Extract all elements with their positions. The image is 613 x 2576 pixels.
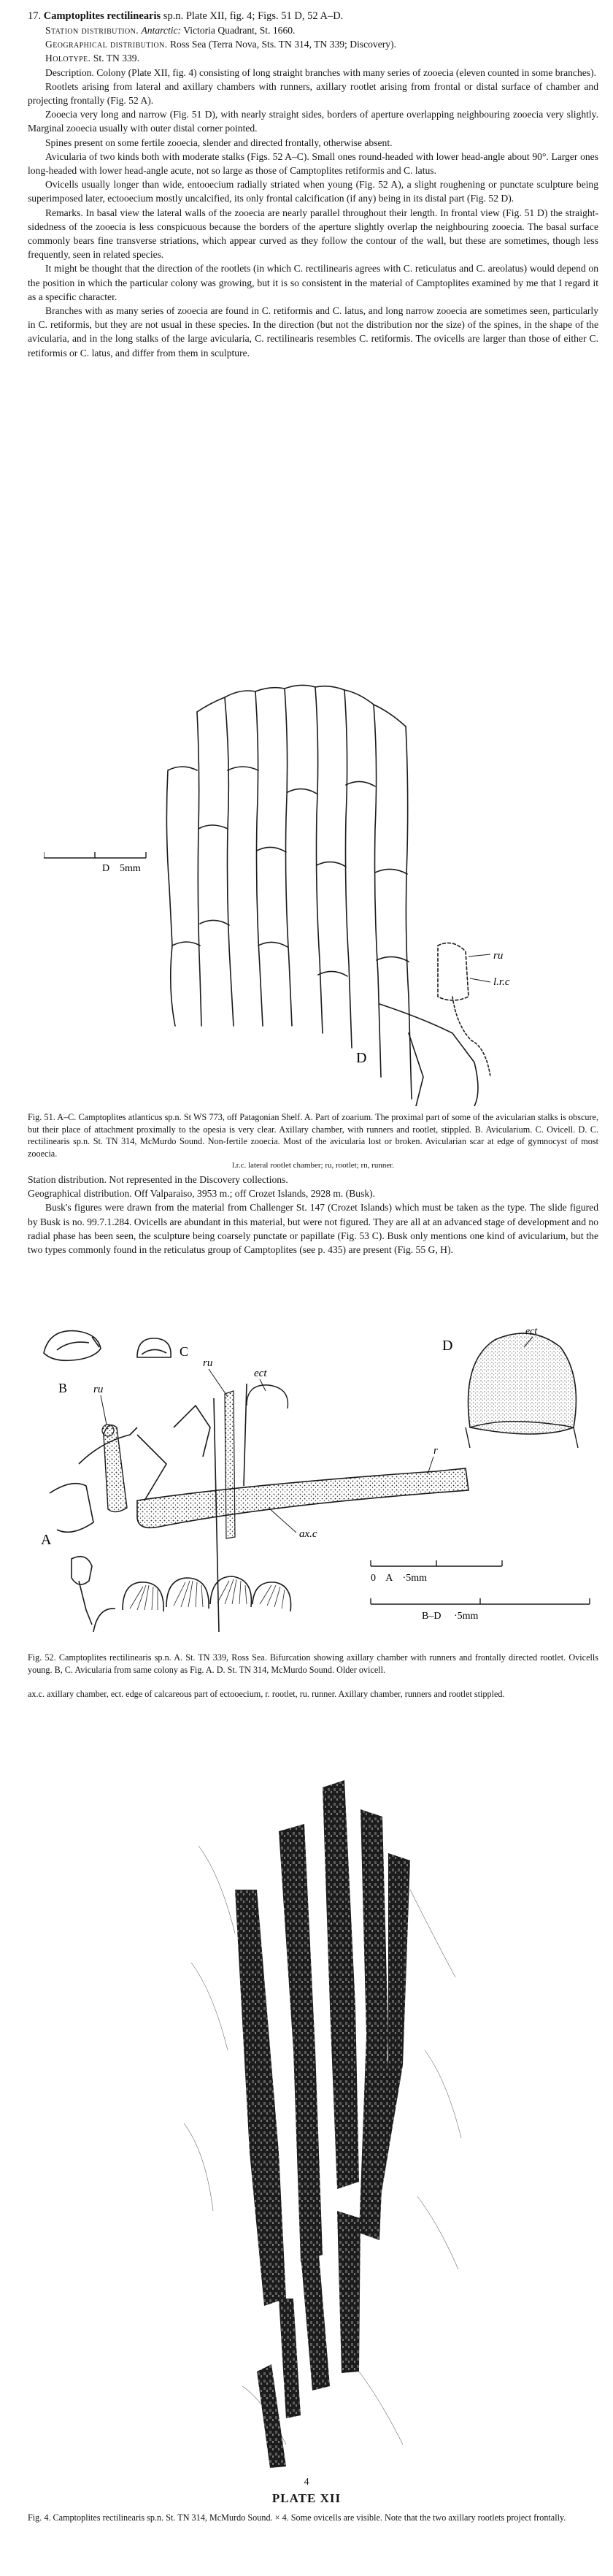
axillary-chamber <box>137 1468 469 1527</box>
figure-letter-d: D <box>356 1050 367 1066</box>
figure-51-drawing <box>44 683 569 1106</box>
label-r: r <box>433 1445 438 1457</box>
remarks-paragraph: Remarks. In basal view the lateral walls of the zooecia are nearly parallel throughout their length. In frontal view (Fig. 51 D) the straight-sidedness of the zooecia is less conspicuous because the borders of the aperture slightly overlap the neighbouring zooecia. The basal surface commonly bears fine transverse striations, which appear curved as they follow the contour of the wall, but these are sometimes, though less frequently, seen in related species. <box>28 207 598 261</box>
zooecium-wall <box>197 712 201 1026</box>
station-distribution: Station distribution. Antarctic: Victoria Quadrant, St. 1660. <box>45 25 296 36</box>
figure-52-caption: Fig. 52. Camptoplites rectilinearis sp.n. A. St. TN 339, Ross Sea. Bifurcation showing axillary chamber with runners and frontally directed rootlet. Ovicells young. B, C. Avicularia from same colony as Fig. A. D. St. TN 314, McMurdo Sound. Older ovicell. <box>28 1652 598 1675</box>
station-distribution-2: Station distribution. Not represented in the Discovery collections. <box>28 1174 288 1185</box>
avicularium-b <box>44 1331 101 1361</box>
middle-text-block <box>28 1173 598 1257</box>
figure-51-caption-cut: l.r.c. lateral rootlet chamber; ru, rootlet; rn, runner. <box>231 1161 395 1170</box>
label-ect-d: ect <box>525 1326 538 1337</box>
label-d: D <box>442 1338 453 1354</box>
figure-51-d <box>44 683 569 1106</box>
scale-label: D <box>102 863 110 874</box>
zooecium-wall <box>315 687 323 1033</box>
label-a: A <box>41 1532 52 1548</box>
label-axc: ax.c <box>299 1528 317 1540</box>
zooecium-wall <box>344 690 352 1048</box>
ovicell-d <box>466 1333 578 1448</box>
label-ru-2: ru <box>203 1357 213 1369</box>
zooecium-wall <box>285 689 292 1026</box>
label-c: C <box>180 1344 189 1359</box>
rootlet-direction-paragraph: It might be thought that the direction of the rootlets (in which C. rectilinearis agrees with C. reticulatus and C. areolatus) would depend on the position in which the particular colony was growing, but it is so consistent in the material of Camptoplites examined by me that I regard it as a specific character. <box>28 263 598 302</box>
plate-fig-number: 4 <box>304 2477 309 2488</box>
label-lrc: l.r.c <box>493 976 510 988</box>
species-heading-rest: sp.n. Plate XII, fig. 4; Figs. 51 D, 52 A–D. <box>163 10 344 22</box>
avicularium-c <box>137 1338 171 1357</box>
species-name: Camptoplites rectilinearis <box>43 10 161 22</box>
species-heading <box>28 9 598 23</box>
zooecium-wall <box>225 697 234 1026</box>
figure-52 <box>28 1318 598 1650</box>
label-ru-1: ru <box>93 1384 104 1395</box>
colony-branches <box>235 1780 410 2468</box>
plate-xii-photo <box>169 1744 476 2474</box>
label-b: B <box>58 1381 68 1395</box>
figure-52-drawing <box>28 1318 598 1650</box>
colony-photograph <box>169 1744 476 2474</box>
label-ru: ru <box>493 950 504 962</box>
busk-paragraph: Busk's figures were drawn from the material from Challenger St. 147 (Crozet Islands) which must be taken as the type. The slide figured by Busk is no. 99.7.1.284. Ovicells are abundant in this material, but were not figured. They are all at an advanced stage of development and no radial phase has been seen, the sculpture being coarsely punctate or papillate (Fig. 53 C). Busk only mentions one kind of avicularium, but the two types commonly found in the reticulatus group of Camptoplites (see p. 435) are present (Fig. 55 G, H). <box>28 1202 598 1256</box>
ovicells-paragraph: Ovicells usually longer than wide, entooecium radially striated when young (Fig. 52 A), a slight roughening or punctate sculpture being superimposed later, ectooecium mostly uncalcified, its only frontal calcification (if any) being in its distal part (Fig. 52 D). <box>28 179 598 204</box>
holotype: Holotype. St. TN 339. <box>45 53 139 64</box>
figure-51-caption: Fig. 51. A–C. Camptoplites atlanticus sp.n. St WS 773, off Patagonian Shelf. A. Part of zoarium. The proximal part of some of the avicularian stalks is obscure, but their place of attachment proximally to the opesia is very clear. Axillary chamber, with runners and rootlet, stippled. B. Avicularium. C. Ovicell. D. C. rectilinearis sp.n. St. TN 314, McMurdo Sound. Non-fertile zooecia. Most of the avicularia lost or broken. Avicularian scar at edge of gymnocyst of most zooecia. <box>28 1112 598 1159</box>
geographical-distribution-2: Geographical distribution. Off Valparaiso, 3953 m.; off Crozet Islands, 2928 m. (Busk). <box>28 1188 376 1200</box>
spines-paragraph: Spines present on some fertile zooecia, slender and directed frontally, otherwise absent. <box>45 137 393 148</box>
scale-unit: 5mm <box>120 863 141 874</box>
plate-caption: Fig. 4. Camptoplites rectilinearis sp.n. St. TN 314, McMurdo Sound. × 4. Some ovicells are visible. Note that the two axillary rootlets project frontally. <box>28 2512 566 2523</box>
species-text-block <box>28 9 598 360</box>
geographical-distribution: Geographical distribution. Ross Sea (Terra Nova, Sts. TN 314, TN 339; Discovery). <box>45 39 397 50</box>
branches-paragraph: Branches with as many series of zooecia are found in C. retiformis and C. latus, and long narrow zooecia are sometimes seen, particularly in C. retiformis, but they are not usual in these species. In the direction (but not the distribution nor the size) of the spines, in the shape of the avicularia, and in the long stalks of the large avicularia, C. rectilinearis resembles C. retiformis. The ovicells are larger than those of either C. retiformis or C. latus, and differ from them in sculpture. <box>28 305 598 359</box>
scale-bar <box>44 852 146 858</box>
rootlet <box>225 1391 235 1538</box>
zooecium-wall <box>406 727 412 1099</box>
scale-bd-label: B–D ·5mm <box>422 1611 479 1622</box>
zooecia-paragraph: Zooecia very long and narrow (Fig. 51 D), with nearly straight sides, borders of aperture overlapping neighbouring zooecia very slightly. Marginal zooecia usually with outer distal corner pointed. <box>28 109 598 134</box>
scale-a-label: 0 A ·5mm <box>371 1573 428 1584</box>
zooecium-wall <box>374 705 381 1077</box>
rootlets-paragraph: Rootlets arising from lateral and axillary chambers with runners, axillary rootlet arising from frontal or distal surface of chamber and projecting frontally (Fig. 52 A). <box>28 80 598 107</box>
plate-title: PLATE XII <box>271 2491 342 2505</box>
description-paragraph: Description. Colony (Plate XII, fig. 4) consisting of long straight branches with many series of zooecia (eleven counted in some branches). <box>45 66 597 78</box>
figure-52-legend: ax.c. axillary chamber, ect. edge of calcareous part of ectooecium, r. rootlet, ru. runner. Axillary chamber, runners and rootlet stippled. <box>28 1689 505 1699</box>
label-ect-a: ect <box>254 1368 267 1379</box>
species-number: 17. <box>28 10 42 22</box>
runner <box>104 1425 127 1512</box>
avicularia-paragraph: Avicularia of two kinds both with moderate stalks (Figs. 52 A–C). Small ones round-headed with lower head-angle about 90°. Larger ones long-headed with lower head-angle acute, not so large as those of Camptoplites retiformis and C. latus. <box>28 150 598 177</box>
zooecium-wall <box>255 691 263 1026</box>
